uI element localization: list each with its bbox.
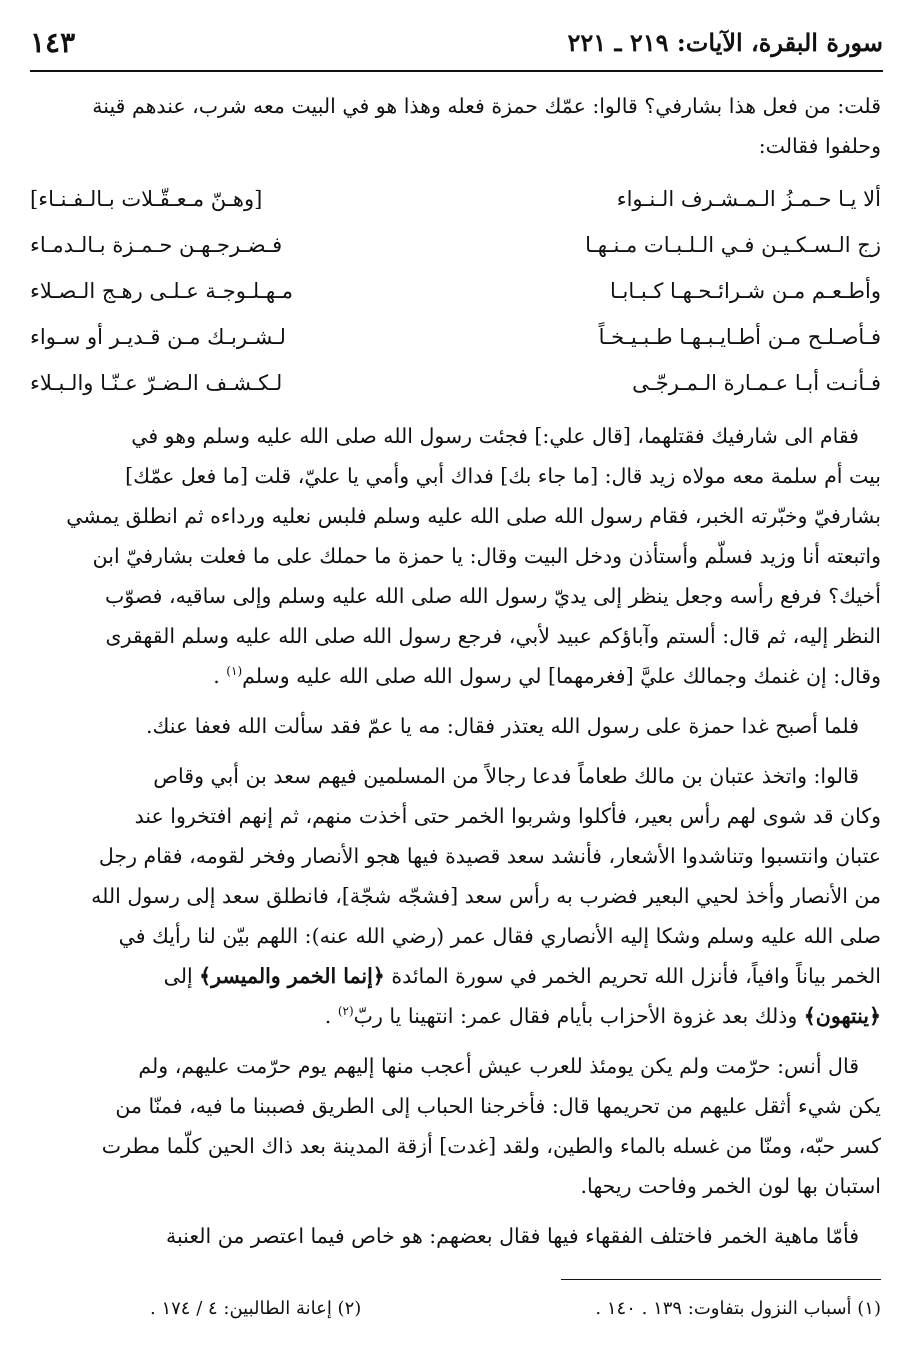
page-number: ١٤٣ <box>30 26 76 59</box>
footnote-ref-2[interactable]: (٢) <box>337 1004 354 1019</box>
surah-title: سورة البقرة، الآيات: ٢١٩ ـ ٢٢١ <box>567 28 883 57</box>
text-line <box>30 956 881 996</box>
verse-second-hemistich: فـضـرجـهـن حـمـزة بـالـدمـاء <box>30 233 283 257</box>
text-line: فأمّا ماهية الخمر فاختلف الفقهاء فيها فقال بعضهم: هو خاص فيما اعتصر من العنبة <box>166 1224 859 1248</box>
text-line: أخيك؟ فرفع رأسه وجعل ينظر إلى يديّ رسول الله صلى الله عليه وسلم وإلى ساقيه، فصوّب <box>105 584 881 608</box>
footnote-ref-1[interactable]: (١) <box>226 664 243 679</box>
text-line: واتبعته أنا وزيد فسلّم وأستأذن ودخل البيت وقال: يا حمزة ما حملك على ما فعلت بشارفيّ ابن <box>92 544 881 568</box>
text-run: إلى <box>163 964 193 988</box>
verse-second-hemistich: لـشـربـك مـن قـديـر أو سـواء <box>30 325 286 349</box>
paragraph-anas <box>30 1046 881 1206</box>
verse-first-hemistich: وأطـعـم مـن شـرائـحـهـا كـبـابـا <box>609 279 881 303</box>
page-body <box>30 86 881 1266</box>
text-line: قالوا: واتخذ عتبان بن مالك طعاماً فدعا رجالاً من المسلمين فيهم سعد بن أبي وقاص <box>153 764 859 788</box>
footnote-2: (٢) إعانة الطالبين: ٤ / ١٧٤ . <box>150 1297 362 1319</box>
verse-first-hemistich: فـأصـلـح مـن أطـايـبـهـا طـبـيـخـاً <box>598 325 881 349</box>
verse-first-hemistich: ألا يـا حـمـزُ الـمـشـرف الـنـواء <box>616 187 881 211</box>
verse-second-hemistich: لـكـشـف الـضـرّ عـنّـا والـبـلاء <box>30 371 283 395</box>
footnote-divider <box>561 1279 881 1280</box>
text-line: بشارفيّ وخبّرته الخبر، فقام رسول الله صلى الله عليه وسلم فلبس نعليه ورداءه ثم انطلق يمشي <box>66 504 881 528</box>
text-line: صلى الله عليه وسلم وشكا إليه الأنصاري فقال عمر (رضي الله عنه): اللهم بيّن لنا رأيك في <box>118 924 881 948</box>
quran-quote: ﴿إنما الخمر والميسر﴾ <box>199 964 385 988</box>
text-line: استبان بها لون الخمر وفاحت ريحها. <box>580 1174 881 1198</box>
text-line: وحلفوا فقالت: <box>758 134 881 158</box>
text-line: فلما أصبح غدا حمزة على رسول الله يعتذر فقال: مه يا عمّ فقد سألت الله فعفا عنك. <box>145 714 859 738</box>
paragraph-definition <box>30 1216 881 1256</box>
verse-second-hemistich: مـهـلـوجـة عـلـى رهـج الـصـلاء <box>30 279 293 303</box>
intro-paragraph <box>30 86 881 166</box>
poem-verse <box>30 222 881 268</box>
text-line: يكن شيء أثقل عليهم من تحريمها قال: فأخرجنا الحباب إلى الطريق فصببنا ما فيه، فمنّا من <box>115 1094 881 1118</box>
paragraph-hamza-story <box>30 416 881 696</box>
text-run: . <box>324 1004 332 1028</box>
text-line: فقام الى شارفيك فقتلهما، [قال علي:] فجئت رسول الله صلى الله عليه وسلم وهو في <box>131 424 859 448</box>
text-line: وكان قد شوى لهم رأس بعير، فأكلوا وشربوا الخمر حتى أخذت منهم، ثم إنهم افتخروا عند <box>134 804 881 828</box>
text-line: من الأنصار وأخذ لحيي البعير فضرب به رأس سعد [فشجّه شجّة]، فانطلق سعد إلى رسول الله <box>91 884 881 908</box>
footnotes <box>150 1288 881 1328</box>
quran-quote: ﴿ينتهون﴾ <box>803 1004 881 1028</box>
text-run: وقال: إن غنمك وجمالك عليَّ [فغرمهما] لي رسول الله صلى الله عليه وسلم <box>242 664 881 688</box>
text-line: قال أنس: حرّمت ولم يكن يومئذ للعرب عيش أعجب منها إليهم يوم حرّمت عليهم، ولم <box>138 1054 859 1078</box>
paragraph-apology <box>30 706 881 746</box>
poem <box>30 176 881 406</box>
text-line: بيت أم سلمة معه مولاه زيد قال: [ما جاء بك] فداك أبي وأمي يا عليّ، قلت [ما فعل عمّك] <box>125 464 881 488</box>
poem-verse <box>30 268 881 314</box>
verse-second-hemistich: [وهـنّ مـعـقّـلات بـالـفـنـاء] <box>30 187 263 211</box>
text-line: النظر إليه، ثم قال: ألستم وآباؤكم عبيد لأبي، فرجع رسول الله صلى الله عليه وسلم القهقرى <box>105 624 881 648</box>
text-line: كسر حبّه، ومنّا من غسله بالماء والطين، ولقد [غدت] أزقة المدينة بعد ذاك الحين كلّما مطرت <box>101 1134 881 1158</box>
poem-verse <box>30 176 881 222</box>
text-run: . <box>213 664 220 688</box>
paragraph-itban-feast <box>30 756 881 1036</box>
poem-verse <box>30 314 881 360</box>
text-line: قلت: من فعل هذا بشارفي؟ قالوا: عمّك حمزة فعله وهذا هو في البيت معه شرب، عندهم قينة <box>92 94 881 118</box>
poem-verse <box>30 360 881 406</box>
verse-first-hemistich: زج الـسـكـيـن فـي الـلـبـات مـنـهـا <box>585 233 881 257</box>
text-line <box>30 996 881 1036</box>
text-run: الخمر بياناً وافياً، فأنزل الله تحريم الخمر في سورة المائدة <box>391 964 881 988</box>
text-line: عتبان وانتسبوا وتناشدوا الأشعار، فأنشد سعد قصيدة فيها هجو الأنصار وفخر لقومه، فقام رجل <box>98 844 881 868</box>
text-run: وذلك بعد غزوة الأحزاب بأيام فقال عمر: انتهينا يا ربّ <box>353 1004 798 1028</box>
page-header <box>30 26 883 72</box>
footnote-1: (١) أسباب النزول بتفاوت: ١٣٩ . ١٤٠ . <box>595 1297 881 1319</box>
verse-first-hemistich: فـأنـت أبـا عـمـارة الـمـرجّـى <box>632 371 881 395</box>
text-line <box>30 656 881 696</box>
